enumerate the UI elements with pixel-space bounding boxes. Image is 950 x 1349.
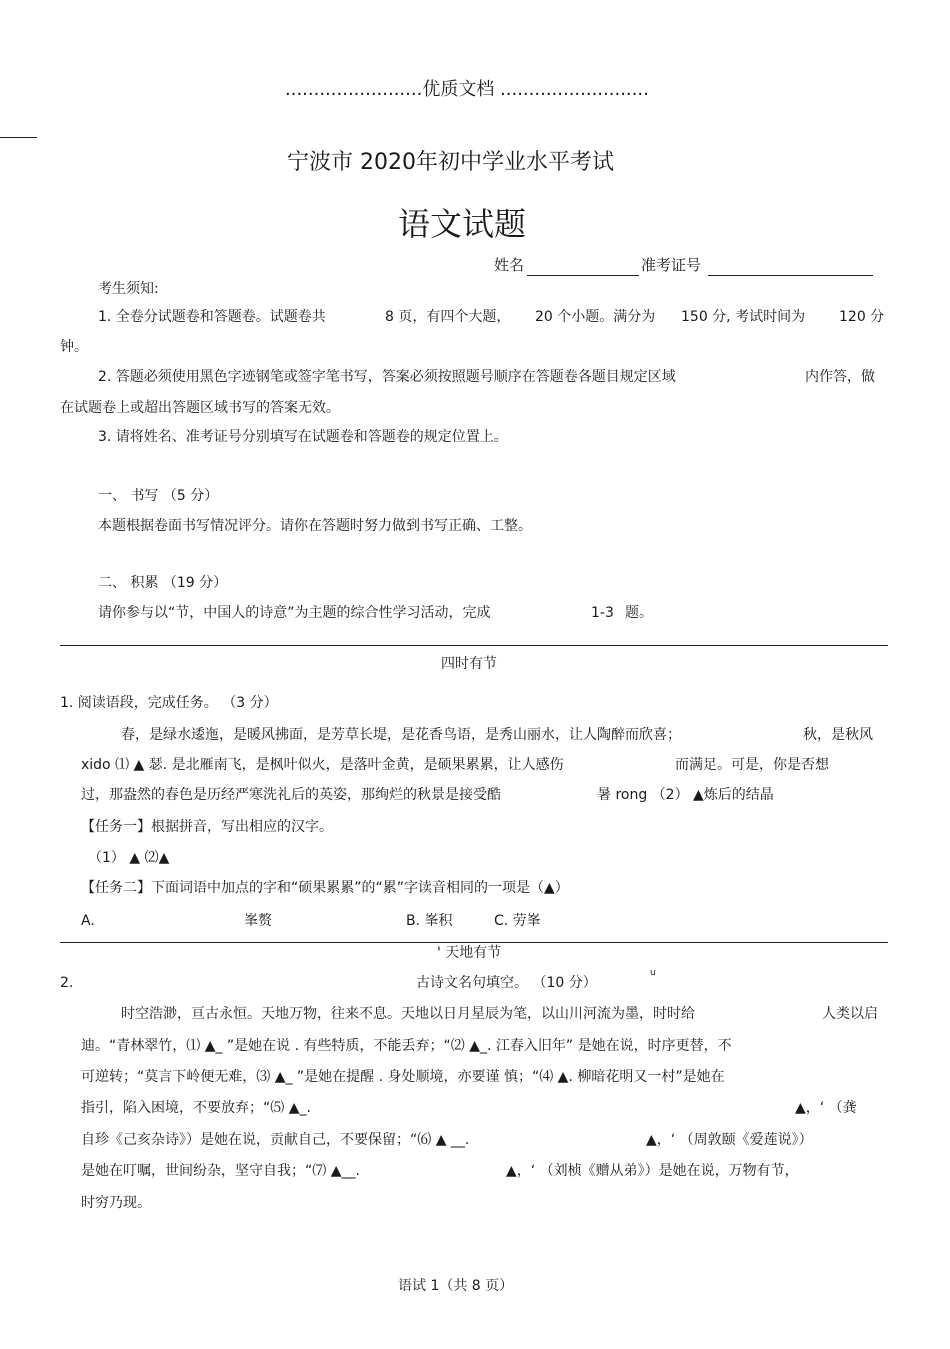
notice-item2-a: 2. 答题必须使用黑色字迹钢笔或签字笔书写，答案必须按照题号顺序在答题卷各题目规定区域 (98, 369, 676, 385)
q2-line3: 可逆转；“莫言下岭便无难，⑶ ▲_ ”是她在提醒 . 身处顺境，亦要谨 慎；“⑷ ▲. 柳暗花明又一村”是她在 (81, 1069, 725, 1085)
section1-heading: 一、 书写 （5 分） (98, 488, 219, 504)
notice-item2-b: 内作答，做 (805, 369, 875, 385)
section1-body: 本题根据卷面书写情况评分。请你在答题时努力做到书写正确、工整。 (98, 518, 532, 534)
q1-para-line2-a: xido ⑴ ▲ 瑟. 是北雁南飞，是枫叶似火，是落叶金黄，是硕果累累，让人感伤 (81, 757, 564, 773)
q1-para-line3-a: 过，那盎然的春色是历经严寒洗礼后的英姿，那绚烂的秋景是接受酷 (81, 787, 501, 803)
q2-number: 2. (60, 975, 74, 991)
option-a: A. (81, 913, 95, 929)
divider-1 (60, 645, 888, 646)
notice-item1-c: 20 个小题。满分为 (535, 309, 656, 325)
notice-item1-f: 钟。 (60, 339, 88, 355)
page-footer: 语试 1（共 8 页） (398, 1278, 514, 1294)
q2-line4-a: 指引，陷入困境，不要放弃；“⑸ ▲_. (81, 1100, 311, 1116)
q2-line1-a: 时空浩渺，亘古永恒。天地万物，往来不息。天地以日月星辰为笔，以山川河流为墨，时时给 (121, 1006, 695, 1022)
q2-line4-b: ▲，‘ （龚 (795, 1100, 857, 1116)
notice-item1-b: 8 页，有四个大题， (385, 309, 511, 325)
section2-intro-a: 请你参与以“节，中国人的诗意”为主题的综合性学习活动，完成 (98, 605, 491, 621)
notice-item1-d: 150 分, 考试时间为 (681, 309, 806, 325)
name-field[interactable] (527, 275, 639, 276)
task2-prompt: 【任务二】下面词语中加点的字和“硕果累累”的“累”字读音相同的一项是（▲） (81, 880, 569, 896)
part2-title: ' 天地有节 (437, 945, 502, 961)
notice-item3: 3. 请将姓名、准考证号分别填写在试题卷和答题卷的规定位置上。 (98, 429, 508, 445)
q1-heading: 1. 阅读语段，完成任务。 （3 分） (60, 695, 278, 711)
header-banner: ........................优质文档 .......................... (285, 79, 649, 100)
q2-mark: u (650, 968, 656, 978)
notice-item2-c: 在试题卷上或超出答题区域书写的答案无效。 (60, 400, 340, 416)
notice-item1-a: 1. 全卷分试题卷和答题卷。试题卷共 (98, 309, 326, 325)
q2-heading: 古诗文名句填空。 （10 分） (416, 975, 597, 991)
q2-line6-a: 是她在叮嘱，世间纷杂，坚守自我；“⑺ ▲__. (81, 1163, 360, 1179)
task1-answer-blanks: （1） ▲ ⑵▲ (88, 850, 170, 866)
q2-line7: 时穷乃现。 (81, 1195, 151, 1211)
notice-heading: 考生须知: (98, 281, 159, 297)
q1-para-line3-b: 暑 rong （2） ▲炼后的结晶 (597, 787, 774, 803)
option-a-text: 峯赘 (244, 913, 272, 929)
name-label: 姓名 (494, 256, 525, 274)
option-b: B. 峯积 (406, 913, 453, 929)
q2-line5-b: ▲，‘ （周敦颐《爱莲说》） (646, 1132, 813, 1148)
notice-item1-e: 120 分 (839, 309, 885, 325)
margin-mark (0, 137, 37, 138)
q2-line2: 迪。“青林翠竹，⑴ ▲_ ”是她在说 . 有些特质，不能丢弃；“⑵ ▲_. 江春入旧年” 是她在说，时序更替，不 (81, 1038, 732, 1054)
q1-para-line1-b: 秋，是秋风 (803, 727, 873, 743)
exam-title: 宁波市 2020年初中学业水平考试 (287, 150, 614, 175)
subject-title: 语文试题 (398, 205, 527, 243)
section2-intro-b: 1-3 (591, 605, 614, 621)
q2-line1-b: 人类以启 (822, 1006, 878, 1022)
section2-intro-c: 题。 (625, 605, 653, 621)
part1-title: 四时有节 (441, 656, 497, 672)
id-label: 准考证号 (641, 256, 702, 274)
q2-line6-b: ▲，‘ （刘桢《赠从弟》）是她在说，万物有节， (506, 1163, 799, 1179)
q2-line5-a: 自珍《己亥杂诗》）是她在说，贡献自己，不要保留；“⑹ ▲ __. (81, 1132, 470, 1148)
id-field[interactable] (708, 275, 873, 276)
task1-prompt: 【任务一】根据拼音，写出相应的汉字。 (81, 819, 333, 835)
option-c: C. 劳峯 (494, 913, 541, 929)
q1-para-line1-a: 春，是绿水逶迤，是暖风拂面，是芳草长堤，是花香鸟语，是秀山丽水，让人陶醉而欣喜； (121, 727, 681, 743)
section2-heading: 二、 积累 （19 分） (98, 575, 228, 591)
q1-para-line2-b: 而满足。可是，你是否想 (675, 757, 829, 773)
